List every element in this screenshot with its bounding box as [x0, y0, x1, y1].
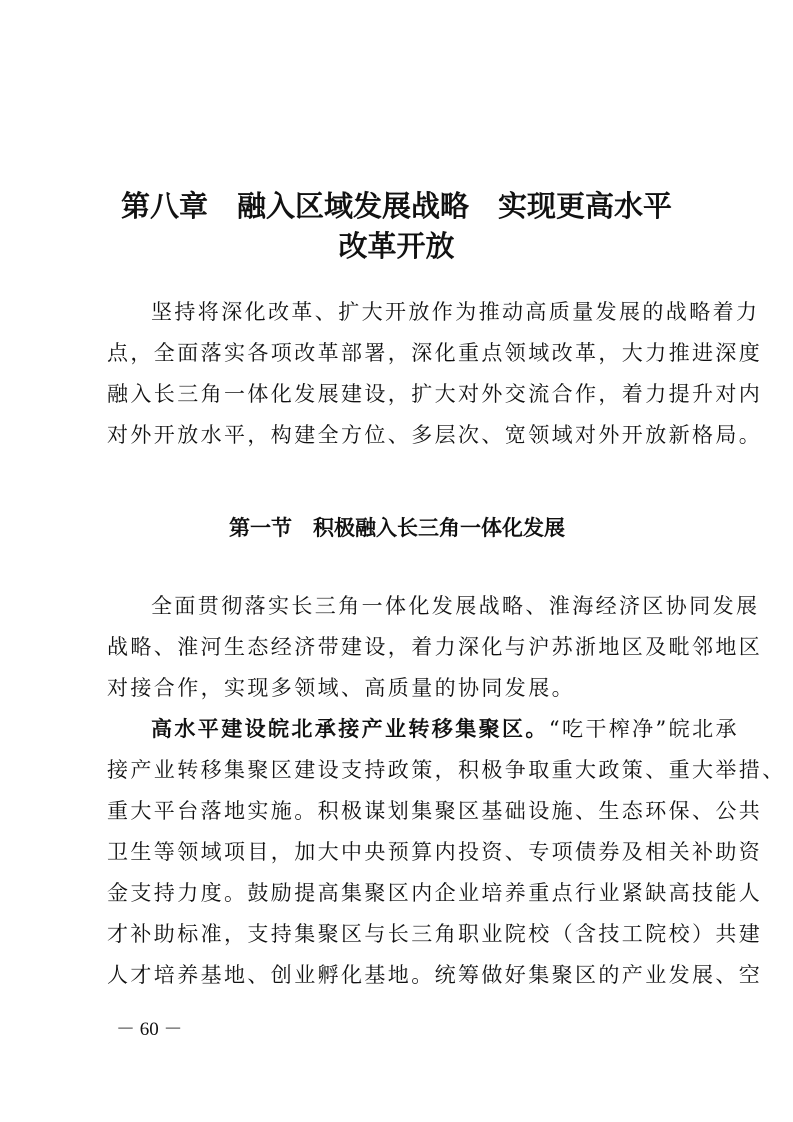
section-paragraph-2 — [107, 709, 786, 996]
section-paragraph-1 — [107, 586, 763, 709]
section-para1-line-1: 全面贯彻落实长三角一体化发展战略、淮海经济区协同发展 — [151, 594, 760, 618]
para2-lead-heading: 高水平建设皖北承接产业转移集聚区。 — [151, 717, 549, 741]
section-para2-line-4: 卫生等领域项目，加大中央预算内投资、专项债券及相关补助资 — [107, 840, 763, 864]
section-para2-line-6: 才补助标准，支持集聚区与长三角职业院校（含技工院校）共建 — [107, 922, 763, 946]
section-para1-line-2: 战略、淮河生态经济带建设，着力深化与沪苏浙地区及毗邻地区 — [107, 635, 763, 659]
section-para2-line-5: 金支持力度。鼓励提高集聚区内企业培养重点行业紧缺高技能人 — [107, 881, 763, 905]
intro-line-2: 点，全面落实各项改革部署，深化重点领域改革，大力推进深度 — [107, 341, 763, 365]
page-number: － 60 － — [116, 1019, 183, 1040]
section-para2-line-2: 接产业转移集聚区建设支持政策，积极争取重大政策、重大举措、 — [107, 758, 786, 782]
intro-line-4: 对外开放水平，构建全方位、多层次、宽领域对外开放新格局。 — [107, 423, 763, 447]
intro-line-3: 融入长三角一体化发展建设，扩大对外交流合作，着力提升对内 — [107, 382, 763, 406]
chapter-title — [100, 186, 693, 266]
intro-line-1: 坚持将深化改革、扩大开放作为推动高质量发展的战略着力 — [151, 300, 760, 324]
section-para2-line-1 — [107, 709, 739, 750]
chapter-title-line-2: 改革开放 — [338, 229, 455, 263]
para2-line-1-rest: “吃干榨净”皖北承 — [548, 717, 739, 741]
section-para2-line-3: 重大平台落地实施。积极谋划集聚区基础设施、生态环保、公共 — [107, 799, 763, 823]
intro-paragraph — [107, 292, 763, 456]
section-title: 第一节 积极融入长三角一体化发展 — [229, 516, 565, 540]
section-para2-line-7: 人才培养基地、创业孵化基地。统筹做好集聚区的产业发展、空 — [107, 963, 763, 987]
section-para1-line-3: 对接合作，实现多领域、高质量的协同发展。 — [107, 676, 575, 700]
chapter-title-line-1: 第八章 融入区域发展战略 实现更高水平 — [120, 189, 672, 223]
